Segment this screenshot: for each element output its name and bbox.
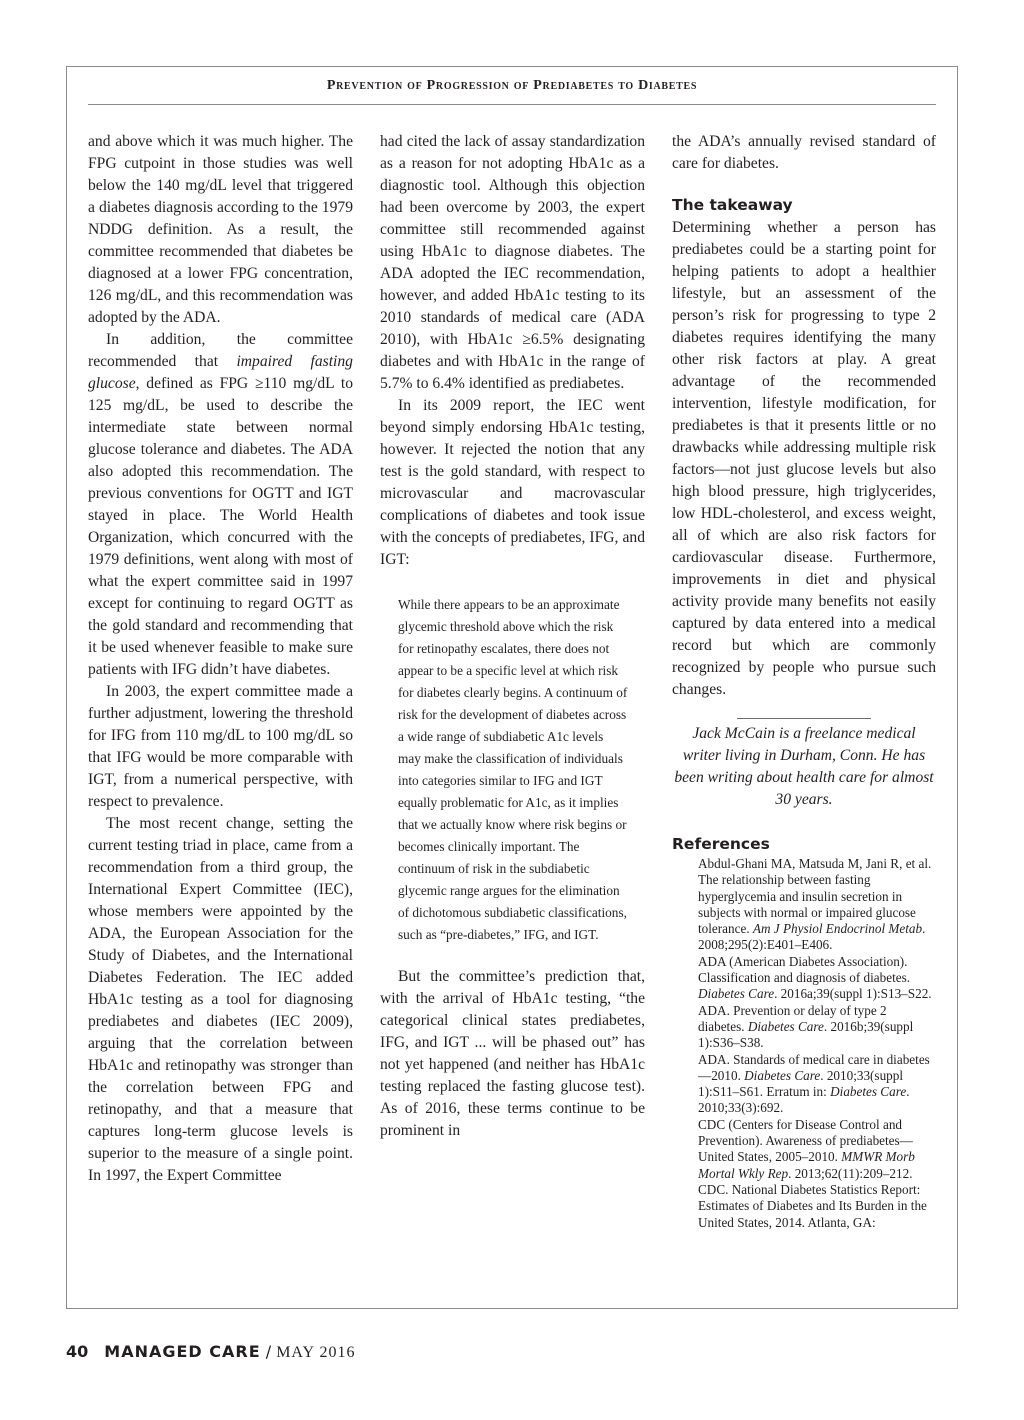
reference-item [672, 1003, 936, 1052]
ref-text: . 2016a;39(suppl 1):S13–S22. [774, 986, 932, 1002]
quote-text: While there appears to be an approximate glycemic threshold above which the risk for retinopathy escalates, there does not appear to be a specific level at which risk for diabetes clearly begins. A continuum of risk for the development of diabetes across a wide range of subdiabetic A1c levels may make the classification of individuals into categories similar to IFG and IGT equally problematic for A1c, as it implies that we actually know where risk begins or becomes clinically important. The continuum of risk in the subdiabetic glycemic range argues for the elimination of dichotomous subdiabetic classifications, such as “pre-diabetes,” IFG, and IGT. [398, 597, 628, 942]
paragraph: Determining whether a person has prediabetes could be a starting point for helping patients to adopt a healthier lifestyle, but an assessment of the person’s risk for progressing to type 2 diabetes requires identifying the many other risk factors at play. A great advantage of the recommended intervention, lifestyle modification, for prediabetes is that it presents little or no drawbacks while addressing multiple risk factors—not just glucose levels but also high blood pressure, high triglycerides, low HDL-cholesterol, and excess weight, all of which are also risk factors for cardiovascular disease. Furthermore, improvements in diet and physical activity provide many benefits not easily captured by data entered into a medical record but which are commonly recognized by people who pursue such changes. [672, 219, 936, 698]
page-footer [66, 1342, 355, 1362]
ref-text: Abdul-Ghani MA, Matsuda M, Jani R, et al. The relationship between fasting hyperglycemia and insulin secretion in subjects with normal or impaired glucose tolerance. [698, 856, 932, 937]
page-number: 40 [66, 1342, 89, 1361]
ref-journal: Diabetes Care [747, 1018, 824, 1034]
takeaway-heading: The takeaway [672, 196, 793, 214]
ref-text: ADA. Standards of medical care in diabetes—2010. [698, 1051, 930, 1083]
issue-date: MAY 2016 [276, 1344, 356, 1361]
ref-journal: Am J Physiol Endocrinol Metab [752, 921, 923, 937]
ref-text: . 2013;62(11):209–212. [788, 1165, 913, 1181]
footer-separator: / [260, 1342, 277, 1361]
running-head: Prevention of Progression of Prediabetes to Diabetes [326, 78, 698, 93]
reference-item [672, 856, 936, 954]
references-list [672, 856, 936, 1231]
reference-item [672, 1052, 936, 1117]
ref-text: CDC. National Diabetes Statistics Report: Estimates of Diabetes and Its Burden in the United States, 2014. Atlanta, GA: [698, 1181, 927, 1230]
paragraph: and above which it was much higher. The FPG cutpoint in those studies was well below the 140 mg/dL level that triggered a diabetes diagnosis according to the 1979 NDDG definition. As a result, the committee recommended that diabetes be diagnosed at a lower FPG concentration, 126 mg/dL, and this recommendation was adopted by the ADA. [88, 133, 353, 326]
ref-text: . 2010;33(3):692. [698, 1084, 910, 1116]
paragraph: In 2003, the expert committee made a further adjustment, lowering the threshold for IFG from 110 mg/dL to 100 mg/dL so that IFG would be more comparable with IGT, from a numerical perspective, with respect to prevalence. [88, 683, 353, 810]
paragraph [88, 329, 353, 681]
paragraph: But the committee’s prediction that, with the arrival of HbA1c testing, “the categorical clinical states prediabetes, IFG, and IGT ... will be phased out” has not yet happened (and neither has HbA1c testing replaced the fasting glucose test). As of 2016, these terms continue to be prominent in [380, 968, 645, 1139]
ref-text: . 2008;295(2):E401–E406. [698, 921, 926, 953]
magazine-name: MANAGED CARE [104, 1342, 261, 1361]
block-quote [398, 594, 628, 946]
paragraph: the ADA’s annually revised standard of care for diabetes. [672, 133, 936, 172]
italic-term: impaired fasting glucose [88, 353, 353, 392]
text-run: , defined as FPG ≥110 mg/dL to 125 mg/dL, be used to describe the intermediate state between normal glucose tolerance and diabetes. The ADA also adopted this recommendation. The previous conventions for OGTT and IGT stayed in place. The World Health Organization, which concurred with the 1979 definitions, went along with most of what the expert committee said in 1997 except for continuing to regard OGTT as the gold standard and recommending that it be used whenever feasible to make sure patients with IFG didn’t have diabetes. [88, 375, 353, 678]
paragraph: In its 2009 report, the IEC went beyond simply endorsing HbA1c testing, however. It rejected the notion that any test is the gold standard, with respect to microvascular and macrovascular complications of diabetes and took issue with the concepts of prediabetes, IFG, and IGT: [380, 397, 645, 568]
column-3 [672, 131, 936, 1231]
ref-text: . 2016b;39(suppl 1):S36–S38. [698, 1018, 914, 1051]
ref-text: ADA (American Diabetes Association). Classification and diagnosis of diabetes. [698, 953, 911, 986]
author-bio: Jack McCain is a freelance medical writer living in Durham, Conn. He has been writing about health care for almost 30 years. [674, 725, 934, 808]
reference-item [672, 1117, 936, 1182]
references-heading: References [672, 835, 770, 853]
ref-journal: Diabetes Care [830, 1084, 907, 1100]
ref-journal: Diabetes Care [698, 986, 775, 1002]
reference-item [672, 1182, 936, 1231]
bio-divider [737, 718, 871, 719]
header-rule [88, 104, 936, 105]
column-1 [88, 131, 353, 1187]
column-2 [380, 131, 645, 1142]
paragraph: The most recent change, setting the current testing triad in place, came from a recommendation from a third group, the International Expert Committee (IEC), whose members were appointed by the ADA, the European Association for the Study of Diabetes, and the International Diabetes Federation. The IEC added HbA1c testing as a tool for diagnosing prediabetes and diabetes (IEC 2009), arguing that the correlation between HbA1c and retinopathy was stronger than the correlation between FPG and retinopathy, and that a measure that captures long-term glucose levels is superior to the measure of a single point. In 1997, the Expert Committee [88, 815, 353, 1184]
paragraph: had cited the lack of assay standardization as a reason for not adopting HbA1c as a diagnostic tool. Although this objection had been overcome by 2003, the expert committee still recommended against using HbA1c to diagnose diabetes. The ADA adopted the IEC recommendation, however, and added HbA1c testing to its 2010 standards of medical care (ADA 2010), with HbA1c ≥6.5% designating diabetes and with HbA1c in the range of 5.7% to 6.4% identified as prediabetes. [380, 133, 645, 392]
ref-text: ADA. Prevention or delay of type 2 diabetes. [698, 1002, 887, 1034]
ref-journal: Diabetes Care [744, 1067, 821, 1083]
text-run: In addition, the committee recommended that [88, 331, 353, 370]
ref-journal: MMWR Morb Mortal Wkly Rep [698, 1149, 915, 1181]
reference-item [672, 954, 936, 1003]
ref-text: CDC (Centers for Disease Control and Prevention). Awareness of prediabetes—United States, 2005–2010. [698, 1116, 913, 1165]
ref-text: . 2010;33(suppl 1):S11–S61. Erratum in: [698, 1067, 904, 1100]
